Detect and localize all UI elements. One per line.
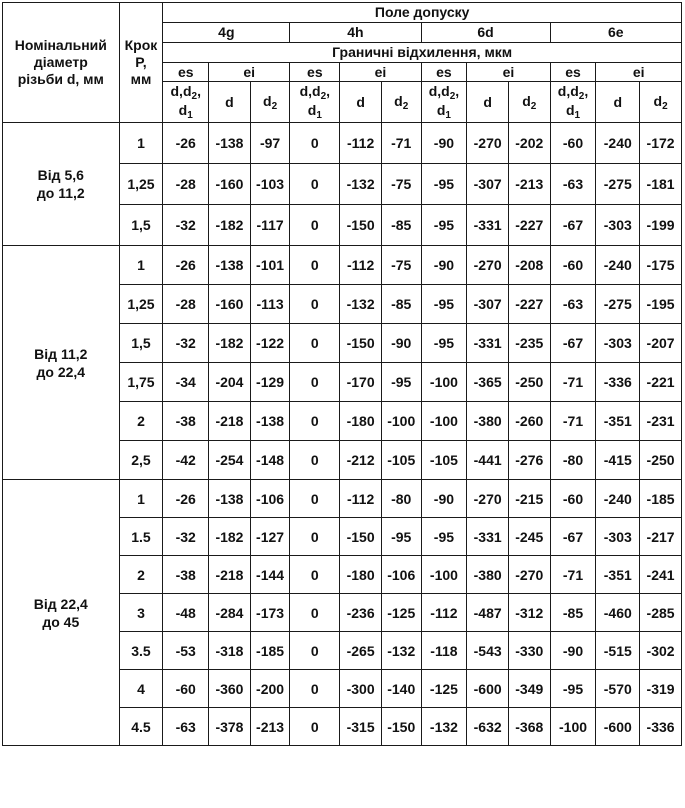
deviation-cell: -80 <box>381 480 421 518</box>
subcol-d-4h: d <box>340 82 382 123</box>
deviation-cell: -67 <box>550 205 596 246</box>
deviation-cell: -34 <box>163 363 209 402</box>
deviation-cell: 0 <box>290 363 340 402</box>
deviation-cell: -307 <box>467 164 509 205</box>
deviation-cell: -515 <box>596 632 640 670</box>
deviation-cell: 0 <box>290 708 340 746</box>
deviation-cell: -241 <box>640 556 682 594</box>
subcol-dd2d1-line2 <box>422 102 467 121</box>
pitch-cell: 1,25 <box>119 285 163 324</box>
subcol-dd2d1-line1 <box>290 83 339 102</box>
deviation-cell: -380 <box>467 556 509 594</box>
deviation-cell: -75 <box>381 246 421 285</box>
subcol-d2-sub: 2 <box>662 100 668 112</box>
deviation-cell: 0 <box>290 632 340 670</box>
deviation-cell: -240 <box>596 480 640 518</box>
deviation-cell: -213 <box>508 164 550 205</box>
deviation-cell: -26 <box>163 123 209 164</box>
deviation-cell: -60 <box>163 670 209 708</box>
deviation-cell: -85 <box>381 205 421 246</box>
deviation-cell: -275 <box>596 285 640 324</box>
pitch-header <box>119 3 163 123</box>
deviation-cell: -250 <box>640 441 682 480</box>
deviation-cell: -460 <box>596 594 640 632</box>
deviation-cell: -144 <box>250 556 290 594</box>
deviation-cell: -90 <box>421 123 467 164</box>
subcol-dd2d1-text: d,d <box>428 83 450 99</box>
deviation-cell: -112 <box>340 480 382 518</box>
subcol-dd2d1-text: d,d <box>299 83 321 99</box>
deviation-cell: -38 <box>163 402 209 441</box>
deviation-cell: -331 <box>467 324 509 363</box>
pitch-cell: 1 <box>119 480 163 518</box>
subcol-d2-4h <box>381 82 421 123</box>
deviation-cell: -207 <box>640 324 682 363</box>
deviation-cell: -60 <box>550 123 596 164</box>
pitch-cell: 2 <box>119 402 163 441</box>
nominal-diameter-header-line2: діаметр <box>33 54 88 70</box>
deviation-cell: -106 <box>250 480 290 518</box>
deviation-cell: -125 <box>381 594 421 632</box>
deviation-cell: -112 <box>421 594 467 632</box>
deviation-cell: -331 <box>467 205 509 246</box>
pitch-cell: 1 <box>119 123 163 164</box>
deviation-cell: -275 <box>596 164 640 205</box>
deviation-cell: -100 <box>421 402 467 441</box>
diameter-range-line: до 11,2 <box>36 185 85 201</box>
deviation-cell: -140 <box>381 670 421 708</box>
deviation-cell: -312 <box>508 594 550 632</box>
subcol-dd2d1-sub2: 1 <box>187 110 193 121</box>
pitch-cell: 1,5 <box>119 324 163 363</box>
deviation-cell: -85 <box>381 285 421 324</box>
deviation-cell: -26 <box>163 480 209 518</box>
limit-deviations-header: Граничні відхилення, мкм <box>163 43 682 63</box>
deviation-cell: -202 <box>508 123 550 164</box>
deviation-cell: -175 <box>640 246 682 285</box>
deviation-cell: -600 <box>596 708 640 746</box>
subcol-dd2d1-text: d,d <box>170 83 192 99</box>
deviation-cell: -28 <box>163 164 209 205</box>
deviation-cell: -199 <box>640 205 682 246</box>
deviation-cell: -570 <box>596 670 640 708</box>
deviation-cell: -212 <box>340 441 382 480</box>
deviation-cell: -132 <box>340 164 382 205</box>
deviation-cell: -138 <box>209 480 251 518</box>
deviation-cell: -132 <box>381 632 421 670</box>
es-header-4g: es <box>163 63 209 82</box>
deviation-cell: -125 <box>421 670 467 708</box>
deviation-cell: -218 <box>209 402 251 441</box>
deviation-cell: -182 <box>209 324 251 363</box>
deviation-cell: -276 <box>508 441 550 480</box>
subcol-d2-text: d <box>394 92 403 109</box>
deviation-cell: -380 <box>467 402 509 441</box>
pitch-cell: 1.5 <box>119 518 163 556</box>
deviation-cell: -284 <box>209 594 251 632</box>
deviation-cell: -336 <box>596 363 640 402</box>
deviation-cell: -60 <box>550 246 596 285</box>
deviation-cell: -215 <box>508 480 550 518</box>
table-row <box>3 123 682 164</box>
subcol-d2-text: d <box>522 92 531 109</box>
deviation-cell: -185 <box>250 632 290 670</box>
deviation-cell: -302 <box>640 632 682 670</box>
deviation-cell: -71 <box>550 363 596 402</box>
deviation-cell: -90 <box>421 480 467 518</box>
deviation-cell: -67 <box>550 324 596 363</box>
deviation-cell: -351 <box>596 556 640 594</box>
subcol-dd2d1-d: d <box>307 102 317 118</box>
deviation-cell: -150 <box>340 518 382 556</box>
deviation-cell: -150 <box>340 205 382 246</box>
deviation-cell: -95 <box>421 205 467 246</box>
deviation-cell: -150 <box>340 324 382 363</box>
deviation-cell: 0 <box>290 441 340 480</box>
deviation-cell: -100 <box>550 708 596 746</box>
deviation-cell: -90 <box>421 246 467 285</box>
deviation-cell: -75 <box>381 164 421 205</box>
deviation-cell: -148 <box>250 441 290 480</box>
subcol-dd2d1-line2 <box>163 102 208 121</box>
deviation-cell: -231 <box>640 402 682 441</box>
deviation-cell: -48 <box>163 594 209 632</box>
deviation-cell: -67 <box>550 518 596 556</box>
deviation-cell: -170 <box>340 363 382 402</box>
deviation-cell: -319 <box>640 670 682 708</box>
subcol-d2-6d <box>508 82 550 123</box>
subcol-dd2d1-comma: , <box>455 83 460 99</box>
deviation-cell: 0 <box>290 480 340 518</box>
deviation-cell: -105 <box>381 441 421 480</box>
deviation-cell: -90 <box>550 632 596 670</box>
diameter-range-line: до 22,4 <box>36 363 86 380</box>
deviation-cell: -118 <box>421 632 467 670</box>
subcol-d2-sub: 2 <box>530 100 537 112</box>
deviation-cell: -95 <box>421 285 467 324</box>
subcol-dd2d1-4g <box>163 82 209 123</box>
deviation-cell: -185 <box>640 480 682 518</box>
subcol-dd2d1-sub: 2 <box>449 91 456 102</box>
deviation-cell: -80 <box>550 441 596 480</box>
deviation-cell: -195 <box>640 285 682 324</box>
subcol-d-6d: d <box>467 82 509 123</box>
subcol-dd2d1-sub2: 1 <box>445 110 451 121</box>
deviation-cell: -265 <box>340 632 382 670</box>
deviation-cell: -303 <box>596 205 640 246</box>
deviation-cell: -368 <box>508 708 550 746</box>
deviation-cell: -218 <box>209 556 251 594</box>
deviation-cell: -101 <box>250 246 290 285</box>
subcol-dd2d1-sub2: 1 <box>316 110 322 121</box>
subcol-dd2d1-line1 <box>551 83 596 102</box>
ei-header-6e: ei <box>596 63 682 82</box>
field-4g-header: 4g <box>163 23 290 43</box>
subcol-dd2d1-sub: 2 <box>578 91 585 102</box>
deviation-cell: -487 <box>467 594 509 632</box>
subcol-dd2d1-comma: , <box>584 83 589 99</box>
subcol-d2-sub: 2 <box>271 100 278 112</box>
subcol-d2-sub: 2 <box>402 100 409 112</box>
ei-header-4h: ei <box>340 63 421 82</box>
deviation-cell: 0 <box>290 164 340 205</box>
diameter-range-line: Від 22,4 <box>33 595 88 612</box>
deviation-cell: -270 <box>508 556 550 594</box>
diameter-range-line: Від 11,2 <box>34 345 88 362</box>
table-row <box>3 480 682 518</box>
deviation-cell: -117 <box>250 205 290 246</box>
subcol-dd2d1-d: d <box>178 102 188 118</box>
deviation-cell: -200 <box>250 670 290 708</box>
pitch-header-line2: P, <box>135 54 147 70</box>
table-header <box>3 3 682 123</box>
deviation-cell: -250 <box>508 363 550 402</box>
deviation-cell: -221 <box>640 363 682 402</box>
pitch-cell: 3 <box>119 594 163 632</box>
deviation-cell: -95 <box>421 324 467 363</box>
nominal-diameter-header-line3: різьби d, мм <box>17 71 104 87</box>
deviation-cell: -100 <box>421 556 467 594</box>
subcol-dd2d1-6e <box>550 82 596 123</box>
deviation-cell: 0 <box>290 594 340 632</box>
subcol-dd2d1-line2 <box>290 102 339 121</box>
deviation-cell: -336 <box>640 708 682 746</box>
tolerance-field-header: Поле допуску <box>163 3 682 23</box>
deviation-cell: -240 <box>596 123 640 164</box>
deviation-cell: -90 <box>381 324 421 363</box>
subcol-d2-6e <box>640 82 682 123</box>
pitch-header-line1: Крок <box>124 37 158 53</box>
table-body <box>3 123 682 746</box>
field-4h-header: 4h <box>290 23 421 43</box>
pitch-cell: 4.5 <box>119 708 163 746</box>
deviation-cell: -307 <box>467 285 509 324</box>
subcol-dd2d1-d: d <box>565 102 575 118</box>
deviation-cell: -300 <box>340 670 382 708</box>
deviation-cell: -42 <box>163 441 209 480</box>
subcol-dd2d1-4h <box>290 82 340 123</box>
deviation-cell: -63 <box>550 164 596 205</box>
deviation-cell: -378 <box>209 708 251 746</box>
deviation-cell: -63 <box>550 285 596 324</box>
subcol-dd2d1-line2 <box>551 102 596 121</box>
deviation-cell: 0 <box>290 324 340 363</box>
deviation-cell: -245 <box>508 518 550 556</box>
pitch-cell: 2 <box>119 556 163 594</box>
deviation-cell: -260 <box>508 402 550 441</box>
deviation-cell: -150 <box>381 708 421 746</box>
subcol-dd2d1-line1 <box>163 83 208 102</box>
deviation-cell: -138 <box>250 402 290 441</box>
deviation-cell: -28 <box>163 285 209 324</box>
deviation-cell: -330 <box>508 632 550 670</box>
deviation-cell: -32 <box>163 324 209 363</box>
deviation-cell: -71 <box>550 402 596 441</box>
deviation-cell: -303 <box>596 324 640 363</box>
deviation-cell: -127 <box>250 518 290 556</box>
deviation-cell: -227 <box>508 205 550 246</box>
table-row <box>3 246 682 285</box>
pitch-cell: 3.5 <box>119 632 163 670</box>
deviation-cell: -100 <box>421 363 467 402</box>
deviation-cell: -173 <box>250 594 290 632</box>
deviation-cell: -132 <box>340 285 382 324</box>
deviation-cell: -63 <box>163 708 209 746</box>
subcol-d-4g: d <box>209 82 251 123</box>
deviation-cell: -217 <box>640 518 682 556</box>
subcol-d2-text: d <box>653 92 663 109</box>
es-header-6e: es <box>550 63 596 82</box>
diameter-range-line: до 45 <box>42 613 80 630</box>
deviation-cell: -100 <box>381 402 421 441</box>
deviation-cell: -270 <box>467 246 509 285</box>
deviation-cell: -71 <box>550 556 596 594</box>
deviation-cell: -303 <box>596 518 640 556</box>
deviation-cell: -208 <box>508 246 550 285</box>
deviation-cell: -235 <box>508 324 550 363</box>
deviation-cell: -441 <box>467 441 509 480</box>
deviation-cell: -32 <box>163 205 209 246</box>
deviation-cell: 0 <box>290 556 340 594</box>
deviation-cell: 0 <box>290 246 340 285</box>
deviation-cell: 0 <box>290 123 340 164</box>
deviation-cell: -270 <box>467 123 509 164</box>
deviation-cell: -95 <box>550 670 596 708</box>
deviation-cell: -315 <box>340 708 382 746</box>
table-container <box>2 2 682 746</box>
deviation-cell: -632 <box>467 708 509 746</box>
pitch-cell: 1,25 <box>119 164 163 205</box>
deviation-cell: -95 <box>381 518 421 556</box>
subcol-dd2d1-text: d,d <box>557 83 579 99</box>
deviation-cell: -360 <box>209 670 251 708</box>
deviation-cell: -318 <box>209 632 251 670</box>
pitch-header-line3: мм <box>130 71 152 87</box>
deviation-cell: -71 <box>381 123 421 164</box>
deviation-cell: -181 <box>640 164 682 205</box>
deviation-cell: -85 <box>550 594 596 632</box>
diameter-range-line: Від 5,6 <box>37 167 84 183</box>
deviation-cell: 0 <box>290 402 340 441</box>
deviation-cell: -331 <box>467 518 509 556</box>
subcol-dd2d1-d: d <box>436 102 446 118</box>
subcol-d2-text: d <box>263 92 272 109</box>
deviation-cell: -227 <box>508 285 550 324</box>
deviation-cell: -95 <box>421 164 467 205</box>
subcol-dd2d1-line1 <box>422 83 467 102</box>
deviation-cell: -182 <box>209 518 251 556</box>
deviation-cell: -38 <box>163 556 209 594</box>
nominal-diameter-header-line1: Номінальний <box>14 37 107 53</box>
subcol-dd2d1-comma: , <box>197 83 201 99</box>
deviation-cell: 0 <box>290 518 340 556</box>
deviation-cell: -270 <box>467 480 509 518</box>
es-header-4h: es <box>290 63 340 82</box>
deviation-cell: -236 <box>340 594 382 632</box>
deviation-cell: -26 <box>163 246 209 285</box>
deviation-cell: -180 <box>340 402 382 441</box>
nominal-diameter-header <box>3 3 120 123</box>
subcol-dd2d1-sub: 2 <box>191 91 198 102</box>
deviation-cell: -95 <box>381 363 421 402</box>
ei-header-4g: ei <box>209 63 290 82</box>
field-6d-header: 6d <box>421 23 550 43</box>
deviation-cell: -122 <box>250 324 290 363</box>
thread-deviation-table <box>2 2 682 746</box>
deviation-cell: 0 <box>290 205 340 246</box>
deviation-cell: 0 <box>290 285 340 324</box>
deviation-cell: -254 <box>209 441 251 480</box>
deviation-cell: -53 <box>163 632 209 670</box>
deviation-cell: -103 <box>250 164 290 205</box>
deviation-cell: -138 <box>209 123 251 164</box>
deviation-cell: -213 <box>250 708 290 746</box>
deviation-cell: -349 <box>508 670 550 708</box>
deviation-cell: -180 <box>340 556 382 594</box>
ei-header-6d: ei <box>467 63 550 82</box>
deviation-cell: -240 <box>596 246 640 285</box>
subcol-dd2d1-comma: , <box>326 83 331 99</box>
deviation-cell: -129 <box>250 363 290 402</box>
subcol-d2-4g <box>250 82 290 123</box>
deviation-cell: -112 <box>340 246 382 285</box>
deviation-cell: -543 <box>467 632 509 670</box>
subcol-dd2d1-sub2: 1 <box>574 110 581 121</box>
subcol-dd2d1-sub: 2 <box>320 91 327 102</box>
deviation-cell: -106 <box>381 556 421 594</box>
deviation-cell: -132 <box>421 708 467 746</box>
diameter-range-cell <box>3 123 120 246</box>
deviation-cell: -105 <box>421 441 467 480</box>
deviation-cell: -415 <box>596 441 640 480</box>
deviation-cell: -160 <box>209 285 251 324</box>
pitch-cell: 2,5 <box>119 441 163 480</box>
deviation-cell: -160 <box>209 164 251 205</box>
deviation-cell: -285 <box>640 594 682 632</box>
diameter-range-cell <box>3 480 120 746</box>
deviation-cell: -60 <box>550 480 596 518</box>
deviation-cell: -365 <box>467 363 509 402</box>
deviation-cell: -113 <box>250 285 290 324</box>
deviation-cell: -95 <box>421 518 467 556</box>
pitch-cell: 1,5 <box>119 205 163 246</box>
deviation-cell: -182 <box>209 205 251 246</box>
deviation-cell: -600 <box>467 670 509 708</box>
subcol-dd2d1-6d <box>421 82 467 123</box>
pitch-cell: 1 <box>119 246 163 285</box>
deviation-cell: 0 <box>290 670 340 708</box>
subcol-d-6e: d <box>596 82 640 123</box>
deviation-cell: -112 <box>340 123 382 164</box>
pitch-cell: 4 <box>119 670 163 708</box>
deviation-cell: -97 <box>250 123 290 164</box>
deviation-cell: -204 <box>209 363 251 402</box>
pitch-cell: 1,75 <box>119 363 163 402</box>
deviation-cell: -351 <box>596 402 640 441</box>
field-6e-header: 6e <box>550 23 681 43</box>
deviation-cell: -172 <box>640 123 682 164</box>
diameter-range-cell <box>3 246 120 480</box>
es-header-6d: es <box>421 63 467 82</box>
deviation-cell: -138 <box>209 246 251 285</box>
deviation-cell: -32 <box>163 518 209 556</box>
